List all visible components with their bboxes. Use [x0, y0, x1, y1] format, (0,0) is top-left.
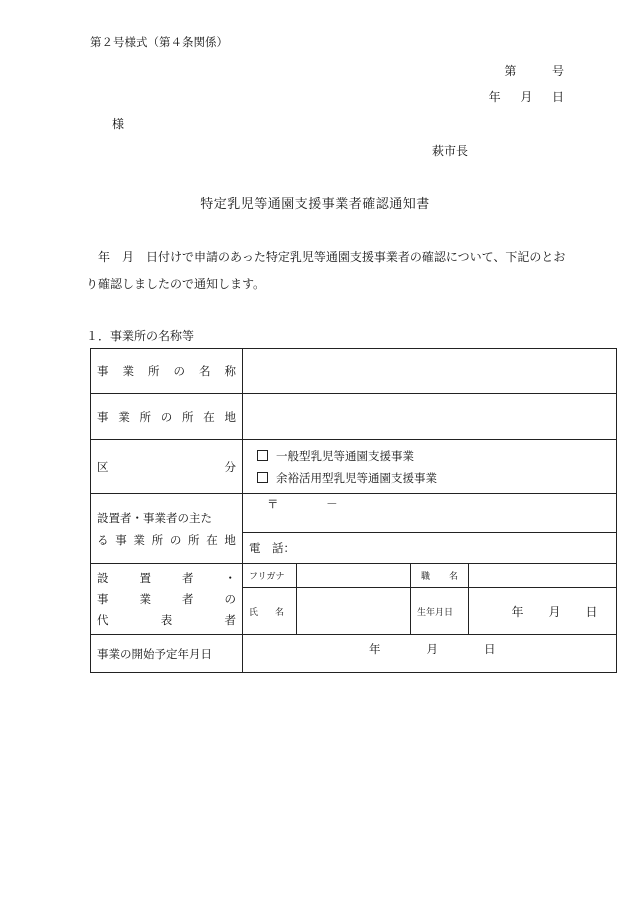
row-rep-furigana: [91, 564, 617, 588]
category-options: [243, 440, 617, 494]
furigana-label: フリガナ: [243, 564, 297, 588]
facility-name-label: 事 業 所 の 名 称: [91, 349, 243, 394]
representative-label: 設 置 者 ・ 事 業 者 の 代 表 者: [91, 564, 243, 635]
birthdate-label: 生年月日: [411, 588, 469, 635]
furigana-field[interactable]: [297, 564, 411, 588]
birthdate-field[interactable]: 年 月 日: [469, 588, 617, 635]
document-title: 特定乳児等通園支援事業者確認通知書: [200, 197, 430, 212]
checkbox-icon[interactable]: [257, 450, 268, 461]
category-label: 区 分: [91, 440, 243, 494]
row-facility-name: [91, 349, 617, 394]
row-facility-address: [91, 394, 617, 440]
date-year: 年: [488, 90, 501, 104]
form-number: 第２号様式（第４条関係）: [90, 35, 228, 49]
row-category: [91, 440, 617, 494]
name-label: 氏 名: [243, 588, 297, 635]
start-date-field[interactable]: 年 月 日: [243, 635, 617, 673]
main-office-label: 設置者・事業者の主た る 事 業 所 の 所 在 地: [91, 494, 243, 564]
postal-code-field[interactable]: [243, 494, 617, 533]
postal-mark: 〒: [267, 497, 279, 511]
job-title-label: 職 名: [411, 564, 469, 588]
facility-address-field[interactable]: [243, 394, 617, 440]
phone-field[interactable]: [243, 533, 617, 564]
section-heading: １．事業所の名称等: [86, 329, 195, 343]
doc-number-prefix: 第: [504, 64, 517, 78]
addressee: 様: [112, 117, 125, 131]
job-title-field[interactable]: [469, 564, 617, 588]
start-date-label: 事業の開始予定年月日: [91, 635, 243, 673]
facility-info-table: [90, 348, 617, 673]
row-main-office-postal: [91, 494, 617, 533]
name-field[interactable]: [297, 588, 411, 635]
doc-number-suffix: 号: [551, 64, 564, 78]
facility-name-field[interactable]: [243, 349, 617, 394]
date-month: 月: [520, 90, 533, 104]
body-paragraph: 年 月 日付けで申請のあった特定乳児等通園支援事業者の確認について、下記のとおり確認しましたので通知します。: [86, 250, 566, 291]
date-day: 日: [551, 90, 564, 104]
checkbox-icon[interactable]: [257, 472, 268, 483]
category-option-general[interactable]: 一般型乳児等通園支援事業: [257, 445, 610, 467]
facility-address-label: 事 業 所 の 所 在 地: [91, 394, 243, 440]
category-option-surplus[interactable]: 余裕活用型乳児等通園支援事業: [257, 467, 610, 489]
document-date: [489, 88, 564, 105]
row-start-date: [91, 635, 617, 673]
postal-dash: －: [326, 497, 338, 511]
phone-label: 電 話：: [249, 541, 295, 555]
issuer: 萩市長: [432, 144, 469, 158]
document-number: [504, 62, 564, 79]
